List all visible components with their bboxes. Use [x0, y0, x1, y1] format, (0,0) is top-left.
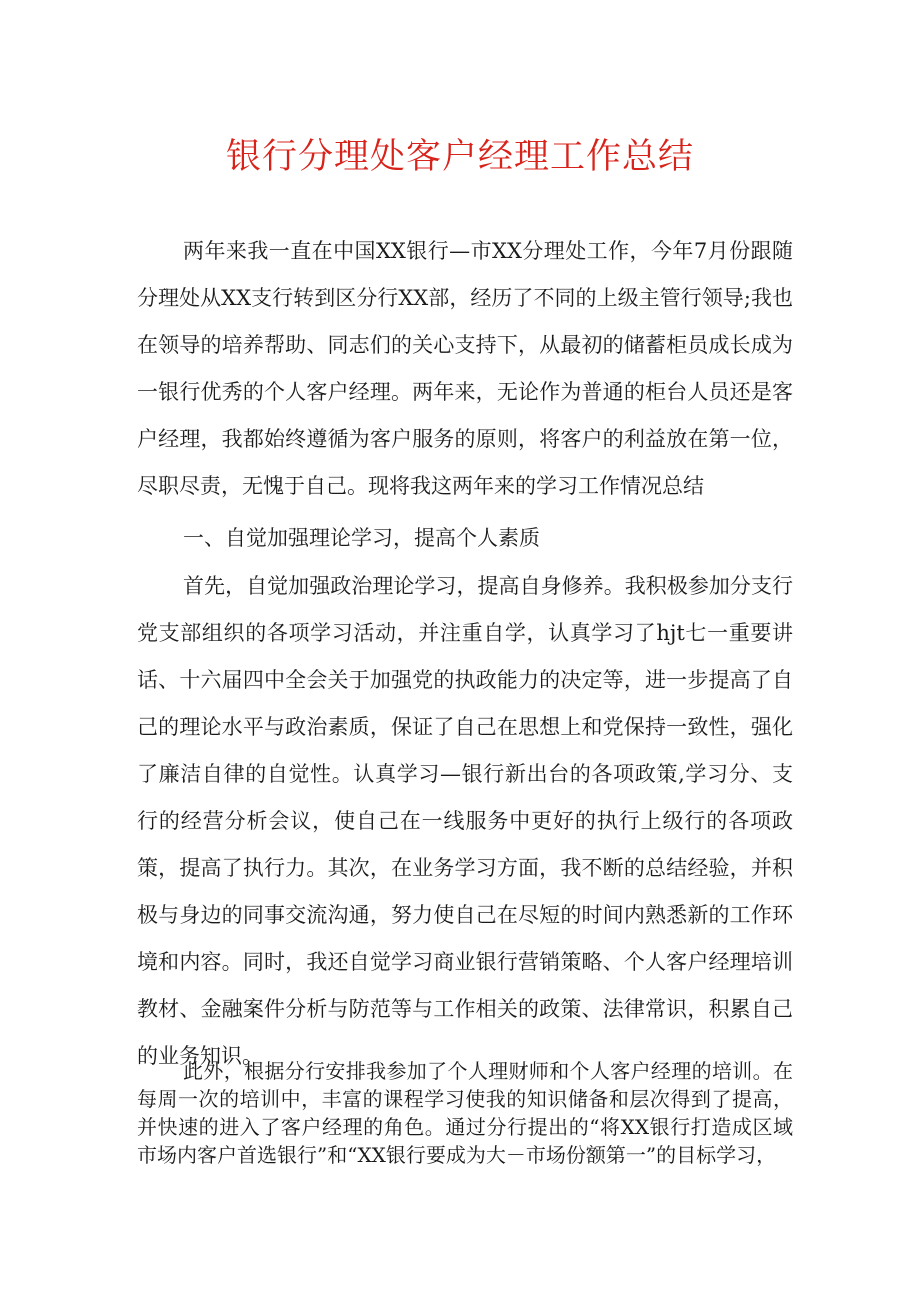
training-paragraph: 此外，根据分行安排我参加了个人理财师和个人客户经理的培训。在每周一次的培训中，丰富的课程学习使我的知识储备和层次得到了提高，并快速的进入了客户经理的角色。通过分行提出的“将XX银行打造成区域市场内客户首选银行”和“XX银行要成为大－市场份额第一”的目标学习，	[137, 1059, 793, 1167]
intro-paragraph: 两年来我一直在中国XX银行—市XX分理处工作，今年7月份跟随分理处从XX支行转到区分行XX部，经历了不同的上级主管行领导;我也在领导的培养帮助、同志们的关心支持下，从最初的储蓄柜员成长成为一银行优秀的个人客户经理。两年来，无论作为普通的柜台人员还是客户经理，我都始终遵循为客户服务的原则，将客户的利益放在第一位，尽职尽责，无愧于自己。现将我这两年来的学习工作情况总结	[137, 239, 793, 498]
section-heading: 一、自觉加强理论学习，提高个人素质	[183, 526, 540, 550]
section-body-paragraph: 首先，自觉加强政治理论学习，提高自身修养。我积极参加分支行党支部组织的各项学习活动，并注重自学，认真学习了hjt七一重要讲话、十六届四中全会关于加强党的执政能力的决定等，进一步提高了自己的理论水平与政治素质，保证了自己在思想上和党保持一致性，强化了廉洁自律的自觉性。认真学习—银行新出台的各项政策,学习分、支行的经营分析会议，使自己在一线服务中更好的执行上级行的各项政策，提高了执行力。其次，在业务学习方面，我不断的总结经验，并积极与身边的同事交流沟通，努力使自己在尽短的时间内熟悉新的工作环境和内容。同时，我还自觉学习商业银行营销策略、个人客户经理培训教材、金融案件分析与防范等与工作相关的政策、法律常识，积累自己的业务知识。	[137, 574, 793, 1068]
document-title: 银行分理处客户经理工作总结	[225, 137, 694, 177]
